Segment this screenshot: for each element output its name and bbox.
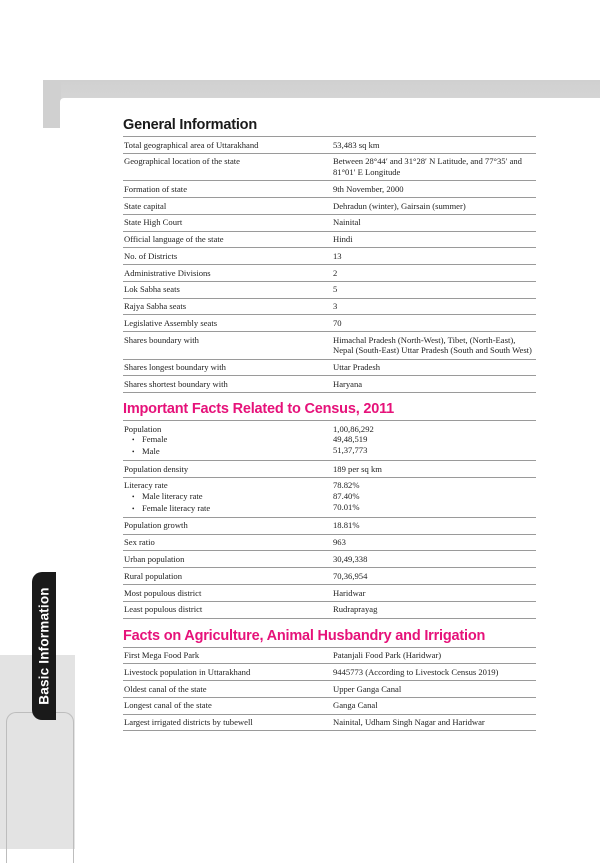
label-text: Population growth [124,520,188,531]
field-value [332,265,536,282]
label-text: Largest irrigated districts by tubewell [124,717,253,728]
value-text: Between 28°44′ and 31°28′ N Latitude, and 77°35′ and 81°01′ E Longitude [333,156,522,177]
table-row [123,461,536,478]
label-text: State High Court [124,217,183,228]
label-text: Population [124,423,162,434]
field-label [123,534,332,551]
sub-item-label: • Female [124,434,332,446]
field-value [332,197,536,214]
table-row [123,647,536,664]
sub-item-label: • Male [124,446,332,458]
value-text: 78.82% [333,480,360,491]
value-text: Uttar Pradesh [333,362,381,373]
field-value [332,664,536,681]
field-label [123,332,332,359]
table-row [123,359,536,376]
field-value [332,421,536,461]
label-text: Least populous district [124,604,203,615]
label-text: Legislative Assembly seats [124,318,218,328]
field-value [332,714,536,731]
field-label [123,477,332,517]
table-row [123,153,536,180]
census-table [123,420,536,618]
label-text: Shares longest boundary with [124,362,226,373]
field-label [123,601,332,618]
field-label [123,584,332,601]
section-title-census: Important Facts Related to Census, 2011 [123,401,395,418]
field-value [332,359,536,376]
label-text: First Mega Food Park [124,650,200,661]
label-text: State capital [124,200,167,211]
field-label [123,315,332,332]
table-row [123,697,536,714]
label-text: Shares boundary with [124,334,199,345]
table-row [123,298,536,315]
value-text: 3 [333,301,338,312]
field-value [332,153,536,180]
value-text: 18.81% [333,520,360,531]
label-text: Formation of state [124,183,188,194]
value-text: 9th November, 2000 [333,183,404,194]
field-label [123,265,332,282]
value-text: 1,00,86,292 [333,423,374,434]
value-text: 2 [333,267,338,278]
value-text: 30,49,338 [333,554,368,564]
field-label [123,664,332,681]
field-value [332,137,536,154]
table-row [123,281,536,298]
value-text: 70.01% [333,501,360,512]
field-label [123,137,332,154]
field-value [332,477,536,517]
field-value [332,181,536,198]
label-text: Sex ratio [124,537,155,548]
header-band-left [43,80,61,128]
value-text: 70,36,954 [333,570,368,581]
field-label [123,298,332,315]
field-value [332,697,536,714]
value-text: 53,483 sq km [333,139,380,150]
table-row [123,664,536,681]
field-label [123,376,332,393]
field-label [123,421,332,461]
label-text: Rural population [124,570,182,581]
section-title-general: General Information [123,117,257,133]
table-row [123,534,536,551]
label-text: Livestock population in Uttarakhand [124,666,251,677]
value-text: Haridwar [333,587,366,598]
field-value [332,584,536,601]
field-label [123,197,332,214]
table-row [123,214,536,231]
field-value [332,298,536,315]
table-row [123,376,536,393]
table-row [123,551,536,568]
field-value [332,281,536,298]
field-label [123,461,332,478]
field-value [332,517,536,534]
value-text: Hindi [333,234,353,245]
field-value [332,601,536,618]
field-value [332,551,536,568]
field-label [123,281,332,298]
value-text: 70 [333,318,342,328]
field-value [332,315,536,332]
table-row [123,601,536,618]
label-text: Total geographical area of Uttarakhand [124,139,259,150]
table-row [123,332,536,359]
value-text: 13 [333,250,342,261]
agriculture-table [123,647,536,732]
value-text: 51,37,773 [333,444,368,455]
sub-item-label: • Male literacy rate [124,491,332,503]
field-value [332,248,536,265]
value-text: Nainital, Udham Singh Nagar and Haridwar [333,717,485,728]
value-text: Rudraprayag [333,604,378,615]
side-outline [6,712,74,863]
table-row [123,248,536,265]
label-text: No. of Districts [124,250,178,261]
table-row [123,568,536,585]
table-row [123,137,536,154]
value-text: 963 [333,537,346,548]
field-label [123,697,332,714]
label-text: Most populous district [124,587,202,598]
table-row [123,477,536,517]
value-text: Ganga Canal [333,700,378,711]
field-label [123,214,332,231]
table-row [123,181,536,198]
label-text: Literacy rate [124,480,168,491]
field-label [123,181,332,198]
value-text: Himachal Pradesh (North-West), Tibet, (North-East), Nepal (South-East) Uttar Pradesh (South and South West) [333,334,532,356]
field-label [123,681,332,698]
value-text: Upper Ganga Canal [333,683,402,694]
value-text: 87.40% [333,491,360,502]
field-value [332,332,536,359]
field-value [332,231,536,248]
value-text: Haryana [333,378,363,389]
table-row [123,197,536,214]
field-label [123,568,332,585]
value-text: 189 per sq km [333,463,382,474]
table-row [123,265,536,282]
table-row [123,315,536,332]
field-label [123,231,332,248]
table-row [123,584,536,601]
table-row [123,517,536,534]
field-value [332,461,536,478]
value-text: 9445773 (According to Livestock Census 2019) [333,666,499,677]
value-text: Patanjali Food Park (Haridwar) [333,650,442,661]
section-title-agriculture: Facts on Agriculture, Animal Husbandry and Irrigation [123,627,486,644]
field-value [332,214,536,231]
label-text: Geographical location of the state [124,156,240,167]
field-value [332,681,536,698]
label-text: Urban population [124,554,185,564]
content [123,116,536,731]
label-text: Longest canal of the state [124,700,212,711]
field-label [123,248,332,265]
field-value [332,376,536,393]
table-row [123,681,536,698]
value-text: Dehradun (winter), Gairsain (summer) [333,200,466,211]
table-row [123,421,536,461]
value-text: 5 [333,284,338,295]
value-text: 49,48,519 [333,434,368,445]
field-label [123,517,332,534]
field-value [332,534,536,551]
field-label [123,647,332,664]
general-info-table [123,136,536,393]
field-label [123,359,332,376]
label-text: Oldest canal of the state [124,683,207,694]
label-text: Population density [124,463,189,474]
label-text: Rajya Sabha seats [124,301,187,312]
field-label [123,153,332,180]
table-row [123,231,536,248]
field-value [332,647,536,664]
field-label [123,714,332,731]
table-row [123,714,536,731]
sub-item-label: • Female literacy rate [124,503,332,515]
side-tab-label: Basic Information [36,587,52,705]
label-text: Shares shortest boundary with [124,378,228,389]
value-text: Nainital [333,217,361,228]
field-label [123,551,332,568]
field-value [332,568,536,585]
label-text: Lok Sabha seats [124,284,180,295]
label-text: Administrative Divisions [124,267,211,278]
label-text: Official language of the state [124,234,224,245]
